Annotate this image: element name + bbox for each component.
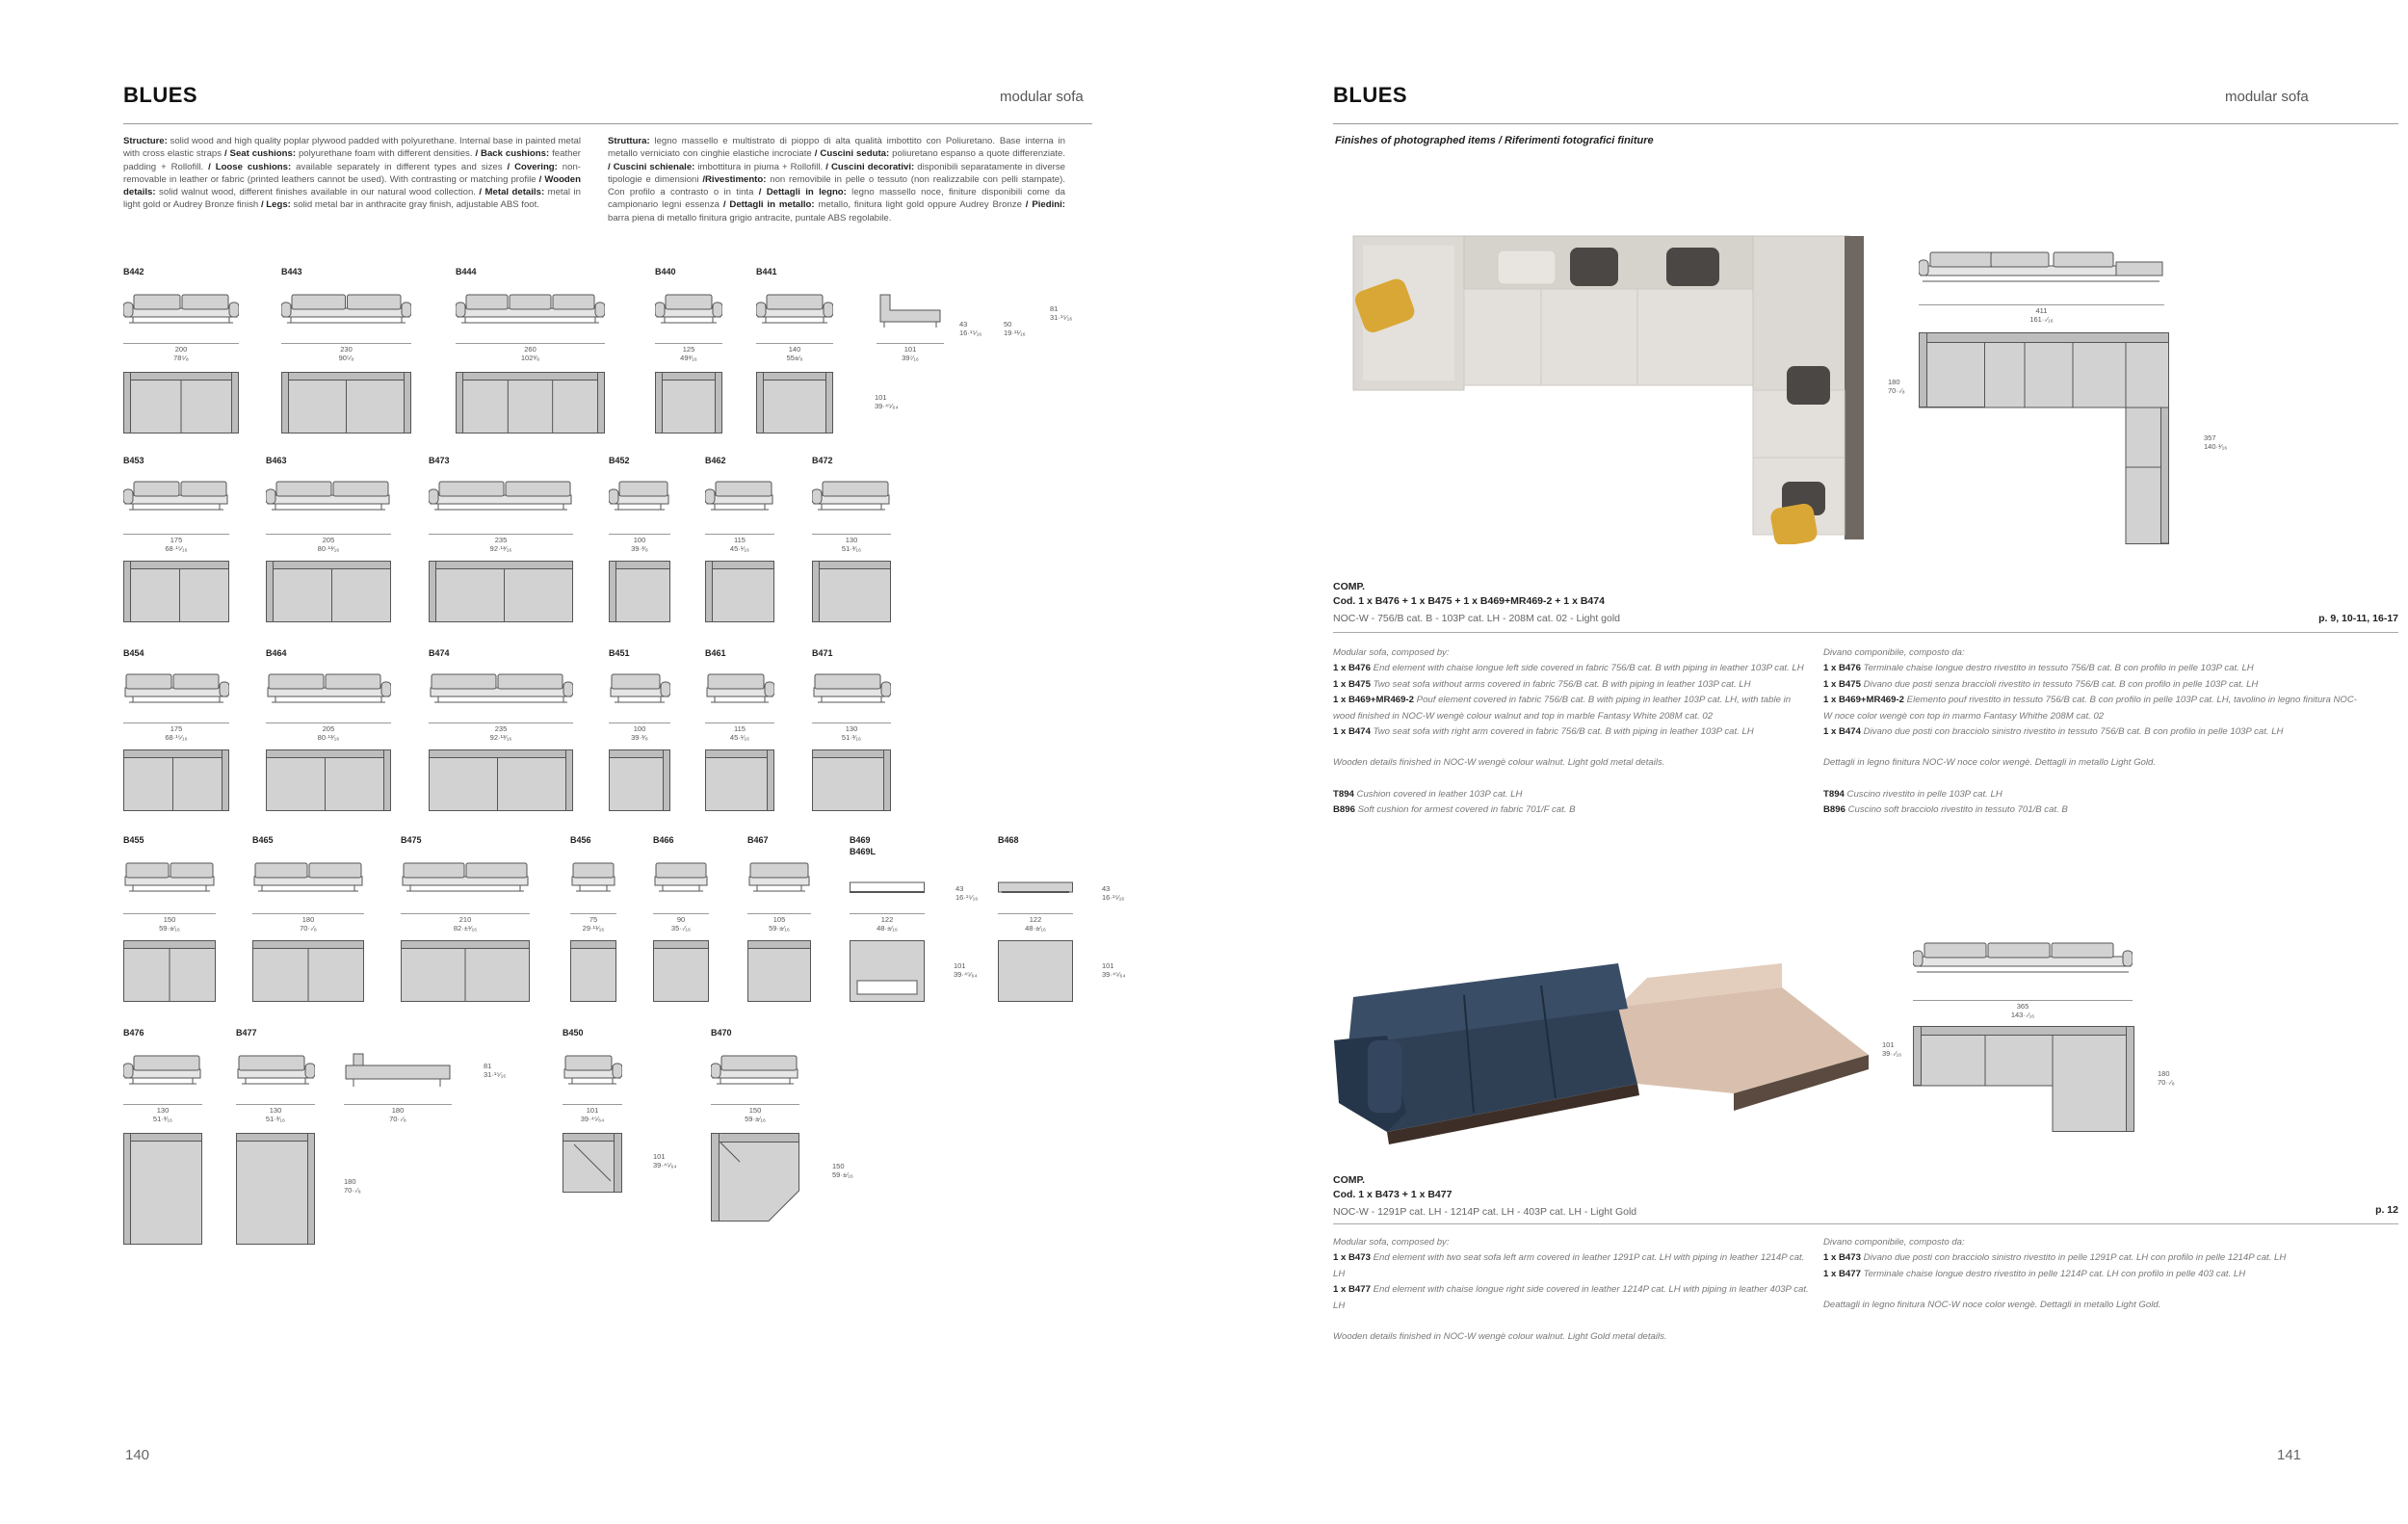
page-title: BLUES	[1333, 83, 1408, 107]
corner-plan-B450	[563, 1133, 622, 1193]
desc-item: 1 x B476 End element with chaise longue left side covered in fabric 756/B cat. B with piping in leather 103P cat. LH	[1333, 663, 1804, 674]
model-code: B473	[429, 456, 450, 465]
comp2-front-view	[1913, 939, 2133, 978]
sofa-front-B474	[429, 670, 573, 711]
height-dimension: 43 16·¹⁵⁄₁₆	[955, 884, 979, 902]
model-code: B465	[252, 835, 274, 845]
sofa-front-B442	[123, 291, 239, 331]
model-code: B443	[281, 267, 302, 276]
model-code: B462	[705, 456, 726, 465]
sofa-plan-B444	[456, 372, 605, 434]
height-dimension: 81 31·¹⁵⁄₁₆	[1050, 304, 1073, 322]
page-number: 140	[125, 1447, 150, 1463]
model-code: B461	[705, 648, 726, 658]
sofa-front-B471	[812, 670, 891, 711]
depth-dimension: 180 70··⁄₈	[1888, 378, 1905, 395]
width-dimension: 235 92·¹³⁄₁₆	[489, 536, 512, 553]
model-code: B442	[123, 267, 144, 276]
desc-item: 1 x B469+MR469-2 Elemento pouf rivestito in tessuto 756/B cat. B con profilo in pelle 103P cat. LH, tavolino in legno finitura NOC-W noce color wengè con top in marmo Fantasy Whithe 208M cat. 02	[1823, 695, 2357, 722]
sofa-front-B461	[705, 670, 774, 711]
model-code: B453	[123, 456, 144, 465]
sofa-plan-B465	[252, 940, 364, 1002]
width-dimension: 365 143··⁄₁₆	[2010, 1002, 2035, 1019]
sofa-front-B452	[609, 478, 670, 518]
desc-item: 1 x B475 Divano due posti senza braccioli rivestito in tessuto 756/B cat. B con profilo in pelle 103P cat. LH	[1823, 678, 2259, 690]
pouf-plan-B468	[998, 940, 1073, 1002]
sofa-plan-B467	[747, 940, 811, 1002]
width-dimension: 140 55±⁄₈	[786, 345, 803, 362]
comp1-plan-view	[1919, 332, 2169, 544]
width-dimension: 101 39·⁴⁵⁄₆₄	[580, 1106, 605, 1123]
comp1-label: COMP.	[1333, 581, 1366, 592]
sofa-plan-B455	[123, 940, 216, 1002]
desc-item: 1 x B469+MR469-2 Pouf element covered in fabric 756/B cat. B with piping in leather 103P cat. LH, with table in wood finished in NOC-W wengè colour walnut and top in marble Fantasy White 208M cat. 02	[1333, 695, 1792, 722]
model-code: B471	[812, 648, 833, 658]
width-dimension: 105 59·±⁄₁₆	[769, 915, 790, 933]
sofa-plan-B462	[705, 561, 774, 622]
sofa-front-B462	[705, 478, 774, 518]
sofa-plan-B477	[236, 1133, 315, 1245]
pouf-front-B468	[998, 880, 1073, 898]
sofa-plan-B442	[123, 372, 239, 434]
pouf-plan-B469	[850, 940, 925, 1002]
depth-dimension: 357 140·¹⁄₁₆	[2204, 434, 2228, 451]
comp2-code: Cod. 1 x B473 + 1 x B477	[1333, 1189, 1453, 1200]
comp2-label: COMP.	[1333, 1174, 1366, 1186]
comp2-plan-view	[1913, 1026, 2134, 1132]
width-dimension: 130 51·³⁄₁₆	[152, 1106, 173, 1123]
sofa-plan-B471	[812, 749, 891, 811]
desc-item: 1 x B474 Two seat sofa with right arm covered in fabric 756/B cat. B with piping in leather 103P cat. LH	[1333, 726, 1754, 738]
desc-item: B896 Cuscino soft bracciolo rivestito in tessuto 701/B cat. B	[1823, 804, 2068, 816]
depth-dimension: 101 39·⁴⁵⁄₆₄	[954, 961, 978, 979]
sofa-front-B465	[252, 859, 364, 900]
model-code: B452	[609, 456, 630, 465]
page-number: 141	[2277, 1447, 2302, 1463]
corner-plan-B470	[711, 1133, 799, 1222]
width-dimension: 235 92·¹³⁄₁₆	[489, 724, 512, 742]
width-dimension: 180 70··⁄₈	[300, 915, 317, 933]
comp1-pages: p. 9, 10-11, 16-17	[2318, 613, 2398, 624]
sofa-front-B456	[570, 859, 616, 900]
desc-item: 1 x B477 End element with chaise longue right side covered in leather 1214P cat. LH with piping in leather 403P cat. LH	[1333, 1284, 1809, 1311]
sofa-front-B441	[756, 291, 833, 331]
width-dimension: 205 80·¹³⁄₁₆	[317, 724, 340, 742]
width-dimension: 100 39·³⁄₈	[631, 536, 648, 553]
width-dimension: 75 29·¹¹⁄₁₆	[582, 915, 605, 933]
page-subtitle: modular sofa	[2225, 89, 2309, 105]
sofa-front-B440	[655, 291, 722, 331]
model-code: B464	[266, 648, 287, 658]
depth-dimension: 101 39·⁴⁵⁄₆₄	[653, 1152, 677, 1169]
height-dimension: 43 16·¹⁵⁄₁₆	[959, 320, 982, 337]
depth-dimension: 180 70··⁄₈	[344, 1177, 361, 1195]
sofa-plan-B451	[609, 749, 670, 811]
sofa-plan-B463	[266, 561, 391, 622]
width-dimension: 90 35··⁄₁₆	[670, 915, 692, 933]
model-code: B444	[456, 267, 477, 276]
width-dimension: 122 48·±⁄₁₆	[877, 915, 898, 933]
sofa-photo-topview	[1348, 226, 1965, 544]
spec-it: Struttura: legno massello e multistrato di pioppo di alta qualità imbottito con Poliuretano. Base interna in metallo verniciato con cinghie elastiche incrociate / Cuscini seduta: poliuretano espanso a quote differenziate. / Cuscini schienale: imbottitura in piuma + Rollofill. / Cuscini decorativi: disponibili separatamente in diverse tipologie e dimensioni /Rivestimento: non removibile in pelle o tessuto (non realizzabile con pelli stampate). Con profilo a contrasto o in tinta / Dettagli in legno: legno massello noce, finiture disponibili come da campionario legni essenza / Dettagli in metallo: metallo, finitura light gold oppure Audrey Bronze / Piedini: barra piena di metallo finitura grigio antracite, puntale ABS regolabile.	[608, 136, 1066, 223]
depth-dimension: 101 39·⁴⁵⁄₆₄	[1102, 961, 1126, 979]
width-dimension: 130 51·³⁄₁₆	[841, 536, 862, 553]
comp1-finish: NOC-W - 756/B cat. B - 103P cat. LH - 208M cat. 02 - Light gold	[1333, 613, 1621, 624]
sofa-front-B450	[563, 1052, 622, 1092]
sofa-plan-B453	[123, 561, 229, 622]
comp2-pages: p. 12	[2375, 1204, 2398, 1216]
model-code: B475	[401, 835, 422, 845]
width-dimension: 260 102³⁄₈	[520, 345, 540, 362]
width-dimension: 130 51·³⁄₁₆	[265, 1106, 286, 1123]
sofa-front-B472	[812, 478, 891, 518]
comp1-desc-it: Divano componibile, composto da: 1 x B476 Terminale chaise longue destro rivestito in tessuto 756/B cat. B con profilo in pelle 103P cat. LH 1 x B475 Divano due posti senza braccioli rivestito in tessuto 756/B cat. B con profilo in pelle 103P cat. LH 1 x B469+MR469-2 Elemento pouf rivestito in tessuto 756/B cat. B con profilo in pelle 103P cat. LH, tavolino in legno finitura NOC-W noce color wengè con top in marmo Fantasy Whithe 208M cat. 02 1 x B474 Divano due posti con bracciolo sinistro rivestito in tessuto 756/B cat. B con profilo in pelle 103P cat. LH Dettagli in legno finitura NOC-W noce color wengè. Dettagli in metallo Light Gold. T894 Cuscino rivestito in pelle 103P cat. LH B896 Cuscino soft bracciolo rivestito in tessuto 701/B cat. B	[1823, 645, 2358, 819]
width-dimension: 122 48·±⁄₁₆	[1025, 915, 1046, 933]
width-dimension: 200 78⁵⁄₈	[173, 345, 189, 362]
chaise-side-view	[344, 1052, 452, 1092]
desc-item: 1 x B476 Terminale chaise longue destro rivestito in tessuto 756/B cat. B con profilo in pelle 103P cat. LH	[1823, 663, 2254, 674]
sofa-plan-B443	[281, 372, 411, 434]
sofa-front-B454	[123, 670, 229, 711]
sofa-plan-B456	[570, 940, 616, 1002]
desc-item: 1 x B473 Divano due posti con bracciolo sinistro rivestito in pelle 1291P cat. LH con profilo in pelle 1214P cat. LH	[1823, 1252, 2287, 1264]
depth-dimension: 180 70··⁄₈	[2158, 1069, 2175, 1087]
sofa-plan-B452	[609, 561, 670, 622]
header-rule	[1333, 123, 2398, 124]
height-dimension: 81 31·¹⁵⁄₁₆	[484, 1062, 507, 1079]
model-code: B466	[653, 835, 674, 845]
model-code: B470	[711, 1028, 732, 1038]
desc-item: 1 x B474 Divano due posti con bracciolo sinistro rivestito in tessuto 756/B cat. B con profilo in pelle 103P cat. LH	[1823, 726, 2284, 738]
sofa-front-B464	[266, 670, 391, 711]
sofa-front-B467	[747, 859, 811, 900]
sofa-front-B463	[266, 478, 391, 518]
sofa-front-B466	[653, 859, 709, 900]
model-code: B468	[998, 835, 1019, 845]
sofa-front-B477	[236, 1052, 315, 1092]
sofa-front-B444	[456, 291, 605, 331]
model-code: B477	[236, 1028, 257, 1038]
model-code: B440	[655, 267, 676, 276]
desc-item: T894 Cushion covered in leather 103P cat. LH	[1333, 788, 1523, 800]
page-subtitle: modular sofa	[1000, 89, 1084, 105]
sofa-plan-B475	[401, 940, 530, 1002]
comp1-front-view	[1919, 249, 2164, 287]
comp1-code: Cod. 1 x B476 + 1 x B475 + 1 x B469+MR469-2 + 1 x B474	[1333, 595, 1605, 607]
sofa-plan-B473	[429, 561, 573, 622]
sofa-front-B475	[401, 859, 530, 900]
width-dimension: 101 39⁷⁄₁₆	[902, 345, 919, 362]
width-dimension: 411 161··⁄₁₆	[2029, 306, 2054, 324]
comp2-finish: NOC-W - 1291P cat. LH - 1214P cat. LH - 403P cat. LH - Light Gold	[1333, 1206, 1637, 1218]
comp2-desc-en: Modular sofa, composed by: 1 x B473 End element with two seat sofa left arm covered in leather 1291P cat. LH with piping in leather 1214P cat. LH 1 x B477 End element with chaise longue right side covered in leather 1214P cat. LH with piping in leather 403P cat. LH Wooden details finished in NOC-W wengè colour walnut. Light Gold metal details.	[1333, 1235, 1815, 1345]
sofa-plan-B440	[655, 372, 722, 434]
width-dimension: 230 90⁵⁄₈	[338, 345, 354, 362]
width-dimension: 180 70··⁄₈	[389, 1106, 406, 1123]
width-dimension: 175 68·¹⁵⁄₁₆	[165, 724, 188, 742]
desc-item: B896 Soft cushion for armest covered in fabric 701/F cat. B	[1333, 804, 1576, 816]
width-dimension: 100 39·³⁄₈	[631, 724, 648, 742]
model-code: B474	[429, 648, 450, 658]
sofa-plan-B461	[705, 749, 774, 811]
width-dimension: 210 82·±¹⁄₁₆	[453, 915, 478, 933]
width-dimension: 205 80·¹³⁄₁₆	[317, 536, 340, 553]
sofa-front-B473	[429, 478, 573, 518]
width-dimension: 125 49³⁄₁₆	[680, 345, 697, 362]
sofa-front-B453	[123, 478, 229, 518]
desc-item: T894 Cuscino rivestito in pelle 103P cat. LH	[1823, 788, 2002, 800]
width-dimension: 150 59·±⁄₁₆	[159, 915, 180, 933]
model-code: B456	[570, 835, 591, 845]
sofa-plan-B474	[429, 749, 573, 811]
model-code: B469 B469L	[850, 835, 877, 856]
header-rule	[123, 123, 1092, 124]
desc-item: 1 x B475 Two seat sofa without arms covered in fabric 756/B cat. B with piping in leather 103P cat. LH	[1333, 678, 1751, 690]
sofa-front-B443	[281, 291, 411, 331]
depth-dimension: 150 59·±⁄₁₆	[832, 1162, 853, 1179]
model-code: B454	[123, 648, 144, 658]
page-title: BLUES	[123, 83, 198, 107]
sofa-plan-B466	[653, 940, 709, 1002]
depth-dimension: 101 39·⁴⁵⁄₆₄	[875, 393, 899, 410]
width-dimension: 115 45·¹⁄₁₆	[729, 724, 750, 742]
width-dimension: 150 59·±⁄₁₆	[745, 1106, 766, 1123]
width-dimension: 130 51·³⁄₁₆	[841, 724, 862, 742]
model-code: B441	[756, 267, 777, 276]
width-dimension: 175 68·¹⁵⁄₁₆	[165, 536, 188, 553]
sofa-front-B470	[711, 1052, 799, 1092]
model-code: B467	[747, 835, 769, 845]
desc-item: 1 x B477 Terminale chaise longue destro rivestito in pelle 1214P cat. LH con profilo in pelle 403 cat. LH	[1823, 1268, 2246, 1279]
model-code: B455	[123, 835, 144, 845]
comp1-rule	[1333, 632, 2398, 633]
model-code: B472	[812, 456, 833, 465]
sofa-plan-B454	[123, 749, 229, 811]
comp2-desc-it: Divano componibile, composto da: 1 x B473 Divano due posti con bracciolo sinistro rivestito in pelle 1291P cat. LH con profilo in pelle 1214P cat. LH 1 x B477 Terminale chaise longue destro rivestito in pelle 1214P cat. LH con profilo in pelle 403 cat. LH Deattagli in legno finitura NOC-W noce color wengè. Dettagli in metallo Light Gold.	[1823, 1235, 2358, 1314]
finishes-heading: Finishes of photographed items / Riferimenti fotografici finiture	[1335, 135, 1654, 146]
height-dimension: 50 19·¹¹⁄₁₆	[1004, 320, 1026, 337]
sofa-plan-B476	[123, 1133, 202, 1245]
sofa-plan-B472	[812, 561, 891, 622]
comp1-desc-en: Modular sofa, composed by: 1 x B476 End element with chaise longue left side covered in fabric 756/B cat. B with piping in leather 103P cat. LH 1 x B475 Two seat sofa without arms covered in fabric 756/B cat. B with piping in leather 103P cat. LH 1 x B469+MR469-2 Pouf element covered in fabric 756/B cat. B with piping in leather 103P cat. LH, with table in wood finished in NOC-W wengè colour walnut and top in marble Fantasy White 208M cat. 02 1 x B474 Two seat sofa with right arm covered in fabric 756/B cat. B with piping in leather 103P cat. LH Wooden details finished in NOC-W wengè colour walnut. Light gold metal details. T894 Cushion covered in leather 103P cat. LH B896 Soft cushion for armest covered in fabric 701/F cat. B	[1333, 645, 1815, 819]
sofa-plan-B441	[756, 372, 833, 434]
width-dimension: 115 45·¹⁄₁₆	[729, 536, 750, 553]
spec-en: Structure: solid wood and high quality poplar plywood padded with polyurethane. Internal base in painted metal with cross elastic straps / Seat cushions: polyurethane foam with different densities. / Back cushions: feather padding + Rollofill. / Loose cushions: available separately in different types and sizes / Covering: non-removable in leather or fabric (printed leathers cannot be used). With contrasting or matching profile / Wooden details: solid walnut wood, different finishes available in our natural wood collection. / Metal details: metal in light gold or Audrey Bronze finish / Legs: solid metal bar in anthracite gray finish, adjustable ABS foot.	[123, 136, 582, 211]
sofa-front-B451	[609, 670, 670, 711]
right-page	[1204, 0, 2408, 1524]
model-code: B450	[563, 1028, 584, 1038]
sofa-side-view	[877, 287, 944, 329]
sofa-plan-B464	[266, 749, 391, 811]
model-code: B476	[123, 1028, 144, 1038]
sofa-front-B476	[123, 1052, 202, 1092]
height-dimension: 43 16·¹⁵⁄₁₆	[1102, 884, 1125, 902]
depth-dimension: 101 39··⁄₁₆	[1882, 1040, 1902, 1058]
model-code: B451	[609, 648, 630, 658]
comp2-rule	[1333, 1223, 2398, 1224]
desc-item: 1 x B473 End element with two seat sofa left arm covered in leather 1291P cat. LH with piping in leather 1214P cat. LH	[1333, 1252, 1805, 1279]
model-code: B463	[266, 456, 287, 465]
sofa-front-B455	[123, 859, 216, 900]
sofa-photo-leather	[1329, 949, 1888, 1151]
pouf-front-B469	[850, 880, 925, 898]
